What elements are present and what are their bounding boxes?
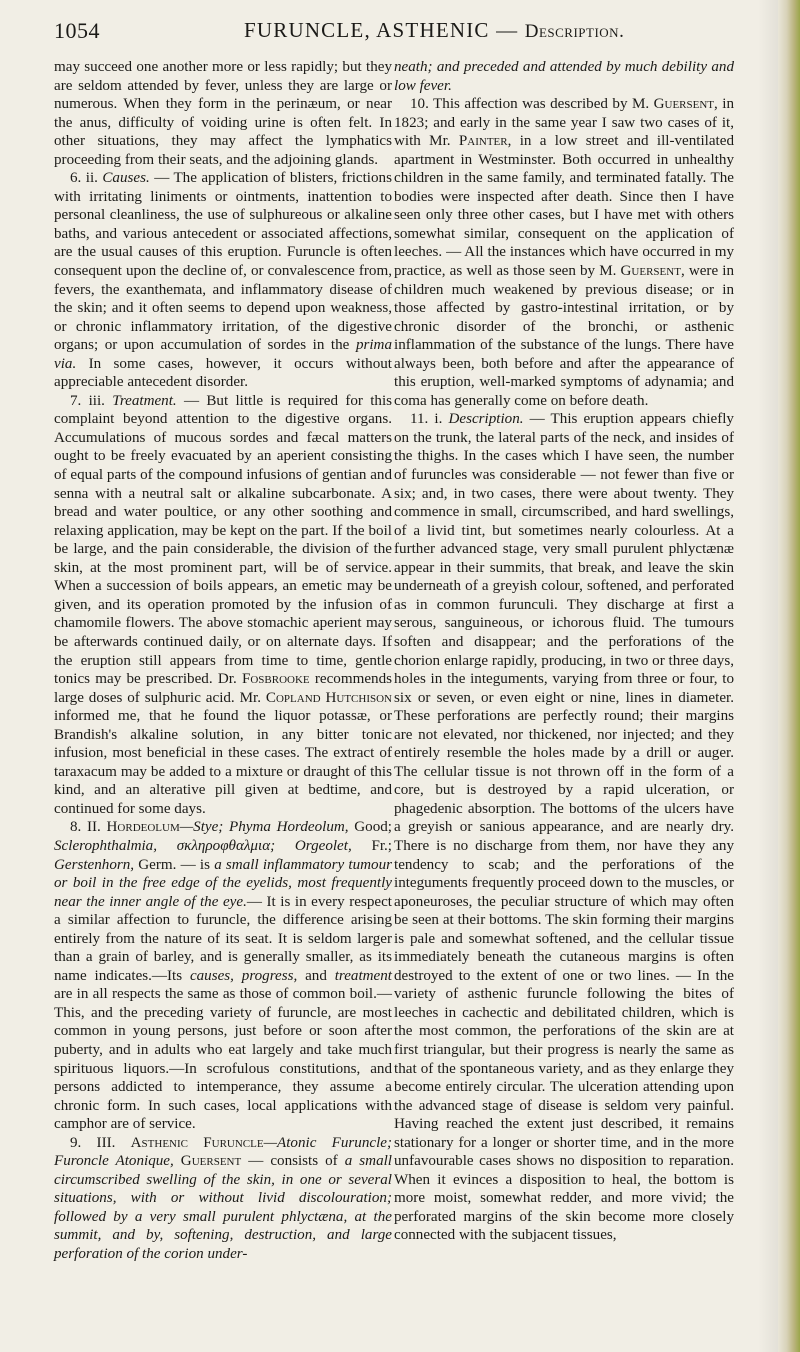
section-heading-treatment: Treatment. bbox=[112, 392, 177, 409]
left-column bbox=[54, 58, 392, 1264]
paragraph-hordeolum: 8. II. Hordeolum—Stye; Phyma Hordeolum, Good; Sclerophthalmia, σκληροφθαλμια; Orgeolet, Fr.; Gerstenhorn, Germ. — is a small inflammatory tumour or boil in the free edge of the eyelids, most frequently near the inner angle of the eye.— It is in every respect a similar affection to furuncle, the difference arising entirely from the nature of its seat. It is seldom larger than a grain of barley, and is generally smaller, as its name indicates.—Its causes, progress, and treatment are in all respects the same as those of common boil.— This, and the preceding variety of furuncle, are most common in young persons, just before or soon after puberty, and in adults who eat largely and take much spirituous liquors.—In scrofulous constitutions, and persons addicted to intemperance, they assume a chronic form. In such cases, local applications with camphor are of service. bbox=[54, 819, 392, 1133]
paragraph-asthenic-furuncle: 9. III. Asthenic Furuncle—Atonic Furuncle; Furoncle Atonique, Guersent — consists of a small circumscribed swelling of the skin, in one or several situations, with or without livid discolouration; followed by a very small purulent phlyctæna, at the summit, and by, softening, destruction, and large perforation of the corion under- bbox=[54, 1134, 393, 1262]
section-heading-description: Description. bbox=[448, 411, 524, 428]
paragraph-treatment: 7. iii. Treatment. — But little is required for this complaint beyond attention to the digestive organs. Accumulations of mucous sordes and fæcal matters ought to be freely evacuated by an aperient consisting of equal parts of the compound infusions of gentian and senna with a neutral salt or alkaline subcarbonate. A bread and water poultice, or any other soothing and relaxing application, may be kept on the part. If the boil be large, and the pain considerable, the division of the skin, at the most prominent part, will be of service. When a succession of boils appears, an emetic may be given, and its operation promoted by the infusion of chamomile flowers. The above stomachic aperient may be afterwards continued daily, or on alternate days. If the eruption still appears from time to time, gentle tonics may be prescribed. Dr. Fosbrooke recommends large doses of sulphuric acid. Mr. Copland Hutchison informed me, that he found the liquor potassæ, or Brandish's alkaline solution, in any bitter tonic infusion, most beneficial in these cases. The extract of taraxacum may be added to a mixture or draught of this kind, and an alterative pill given at bedtime, and continued for some days. bbox=[54, 392, 393, 817]
paragraph-continuation: may succeed one another more or less rapidly; but they are seldom attended by fever, unless they are large or numerous. When they form in the perinæum, or near the anus, difficulty of voiding urine is often felt. In other situations, they may affect the lymphatics proceeding from their seats, and the adjoining glands. bbox=[54, 59, 392, 168]
paragraph-history: 10. This affection was described by M. Guersent, in 1823; and early in the same year I saw two cases of it, with Mr. Painter, in a low street and ill-ventilated apartment in Westminster. Both occurred in unhealthy children in the same family, and terminated fatally. The bodies were inspected after death. Since then I have seen only three other cases, but I have met with others somewhat similar, consequent on the application of leeches. — All the instances which have occurred in my practice, as well as those seen by M. Guersent, were in children much weakened by previous disease; or in those affected by gastro-intestinal irritation, or by chronic disorder of the bronchi, or asthenic inflammation of the substance of the lungs. There have always been, both before and after the appearance of this eruption, well-marked symptoms of adynamia; and coma has generally come on before death. bbox=[394, 96, 734, 409]
running-title-main: FURUNCLE, ASTHENIC — bbox=[244, 18, 519, 42]
running-title bbox=[244, 18, 624, 43]
section-heading-hordeolum: Hordeolum bbox=[106, 819, 180, 836]
paragraph-causes: 6. ii. Causes. — The application of blisters, frictions with irritating liniments or ointments, inattention to personal cleanliness, the use of sulphureous or alkaline baths, and various antecedent or associated affections, are the usual causes of this eruption. Furuncle is often consequent upon the decline of, or convalescence from, fevers, the exanthemata, and inflammatory disease of the skin; and it often seems to depend upon weakness, or chronic inflammatory irritation, of the digestive organs; or upon accumulation of sordes in the prima via. In some cases, however, it occurs without appreciable antecedent disorder. bbox=[54, 170, 392, 391]
section-heading-causes: Causes. bbox=[102, 170, 150, 187]
section-heading-asthenic-furuncle: Asthenic Furuncle bbox=[130, 1134, 264, 1151]
page-gutter-shadow bbox=[758, 0, 778, 1352]
page-header bbox=[54, 18, 744, 48]
running-subtitle: Description. bbox=[524, 21, 625, 42]
book-edge bbox=[778, 0, 800, 1352]
right-column bbox=[394, 58, 734, 1245]
paragraph-description: 11. i. Description. — This eruption appears chiefly on the trunk, the lateral parts of the neck, and insides of the thighs. In the cases which I have seen, the number of furuncles was considerable — not fewer than five or six; and, in two cases, there were about twenty. They commence in small, circumscribed, and hard swellings, of a livid tint, but sometimes nearly colourless. At a further advanced stage, very small purulent phlyctænæ appear in their summits, that break, and leave the skin underneath of a greyish colour, softened, and perforated as in common furunculi. They discharge at first a serous, sanguineous, or ichorous fluid. The tumours soften and disappear; and the perforations of the chorion enlarge rapidly, producing, in two or three days, holes in the integuments, varying from three or four, to six or seven, or even eight or nine, lines in diameter. These perforations are perfectly round; their margins are not elevated, nor thickened, nor injected; and they entirely resemble the holes made by a drill or auger. The cellular tissue is not thrown off in the form of a core, but is destroyed by a rapid ulceration, or phagedenic absorption. The bottoms of the ulcers have a greyish or sanious appearance, and are nearly dry. There is no discharge from them, nor have they any tendency to scab; and the perforations of the integuments frequently proceed down to the muscles, or aponeuroses, the peculiar structure of which may often be seen at their bottoms. The skin forming their margins is pale and somewhat softened, and the cellular tissue immediately beneath the cutaneous margins is often destroyed to the extent of one or two lines. — In the variety of asthenic furuncle following the bites of leeches in cachectic and debilitated children, which is the most common, the perforations of the skin are at first triangular, but their progress is nearly the same as that of the spontaneous variety, and as they enlarge they become entirely circular. The ulceration attending upon the advanced stage of disease is seldom very painful. Having reached the extent just described, it remains stationary for a longer or shorter time, and in the more unfavourable cases shows no disposition to reparation. When it evinces a disposition to heal, the bottom is more moist, somewhat redder, and more vivid; the perforated margins of the skin become more closely connected with the subjacent tissues, bbox=[394, 411, 734, 1244]
page-number: 1054 bbox=[54, 18, 100, 43]
paragraph-continuation-right: neath; and preceded and attended by much debility and low fever. bbox=[394, 59, 734, 94]
